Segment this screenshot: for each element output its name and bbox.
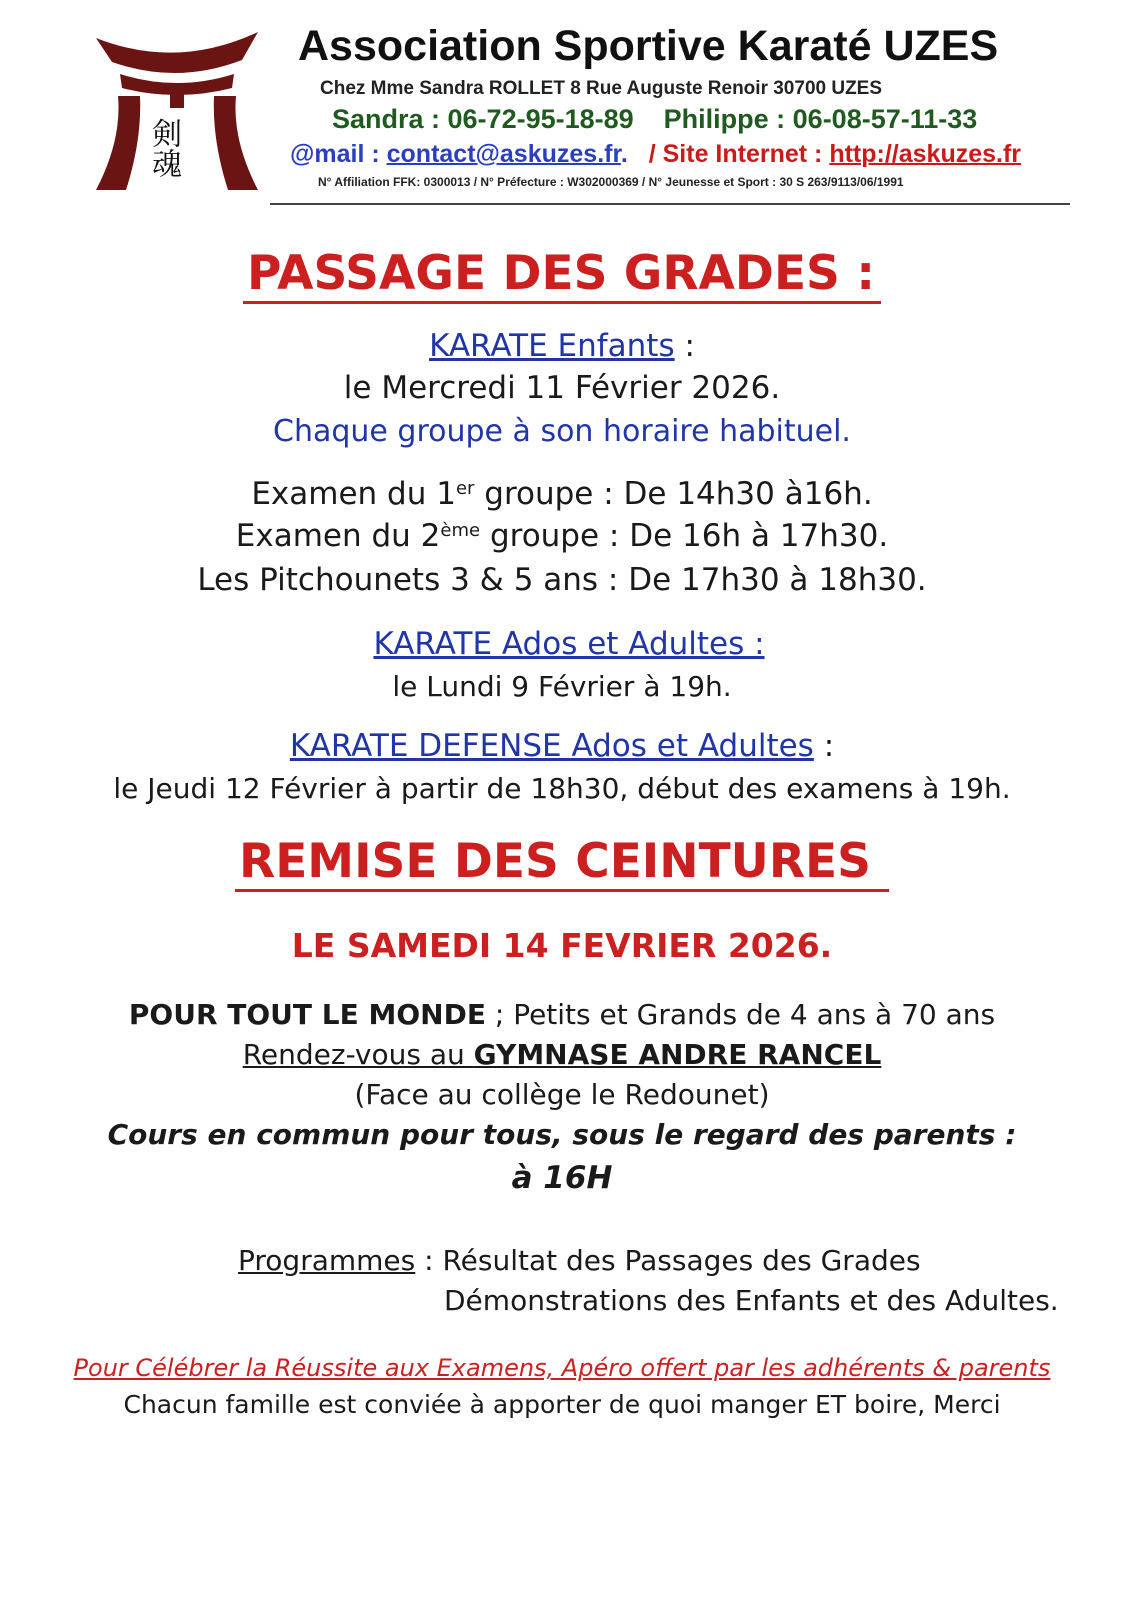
association-address: Chez Mme Sandra ROLLET 8 Rue Auguste Renoir 30700 UZES [320,78,883,99]
rdv-line [0,1038,1124,1071]
programme-item-2: Démonstrations des Enfants et des Adultes. [444,1284,1059,1317]
ados-heading-line [0,626,1124,662]
programmes-line: Programmes : Résultat des Passages des Grades [238,1244,921,1277]
defense-heading: KARATE DEFENSE Ados et Adultes [289,728,814,764]
grades-title-block [0,246,1124,301]
defense-colon: : [813,728,835,764]
enfants-date: le Mercredi 11 Février 2026. [343,370,781,406]
ceintures-title: REMISE DES CEINTURES [235,834,889,892]
group1-schedule: Examen du 1er groupe : De 14h30 à16h. [251,476,873,512]
programme-item-1: Résultat des Passages des Grades [442,1244,921,1277]
pitchounets-schedule: Les Pitchounets 3 & 5 ans : De 17h30 à 18h30. [197,562,927,598]
location-note: (Face au collège le Redounet) [354,1078,770,1111]
enfants-heading-line [0,328,1124,364]
grades-title: PASSAGE DES GRADES : [243,246,881,304]
enfants-note: Chaque groupe à son horaire habituel. [273,414,851,449]
ados-heading: KARATE Ados et Adultes : [373,626,765,662]
enfants-heading: KARATE Enfants [429,328,675,364]
club-logo [92,30,262,195]
mail-label: @mail : [290,140,387,168]
ceintures-title-block [0,834,1124,889]
public-bold: POUR TOUT LE MONDE [128,998,486,1031]
defense-date: le Jeudi 12 Février à partir de 18h30, début des examens à 19h. [113,772,1011,805]
mail-link[interactable]: contact@askuzes.fr [386,140,621,168]
affiliation-info: N° Affiliation FFK: 0300013 / N° Préfecture : W302000369 / N° Jeunesse et Sport : 30 S 263/9113/06/1991 [318,175,904,189]
gymnase-name: GYMNASE ANDRE RANCEL [473,1038,882,1071]
defense-heading-line [0,728,1124,764]
phone-sandra: Sandra : 06-72-95-18-89 [332,104,634,134]
site-link[interactable]: http://askuzes.fr [829,140,1022,168]
phone-numbers [332,104,1007,135]
contact-line [290,140,1021,169]
association-title: Association Sportive Karaté UZES [298,22,999,70]
rdv-prefix: Rendez-vous au [242,1038,474,1071]
mail-dot: . [620,140,628,168]
cours-time: à 16H [511,1160,613,1196]
site-label: / Site Internet : [648,140,830,168]
logo-kanji: 剣魂 [146,118,181,178]
ados-date: le Lundi 9 Février à 19h. [392,670,732,703]
cours-line: Cours en commun pour tous, sous le regard des parents : [107,1118,1017,1151]
apero-text: Pour Célébrer la Réussite aux Examens, Apéro offert par les adhérents & parents [73,1354,1051,1382]
header-divider [270,203,1070,205]
public-line [0,998,1124,1031]
phone-philippe: Philippe : 06-08-57-11-33 [663,104,978,134]
ceintures-date: LE SAMEDI 14 FEVRIER 2026. [291,926,833,965]
public-rest: ; Petits et Grands de 4 ans à 70 ans [485,998,996,1031]
group2-schedule: Examen du 2ème groupe : De 16h à 17h30. [235,518,889,554]
apero-line [0,1354,1124,1382]
enfants-colon: : [674,328,695,364]
programmes-label: Programmes [238,1244,416,1277]
footer-note: Chacun famille est conviée à apporter de quoi manger ET boire, Merci [123,1390,1001,1419]
